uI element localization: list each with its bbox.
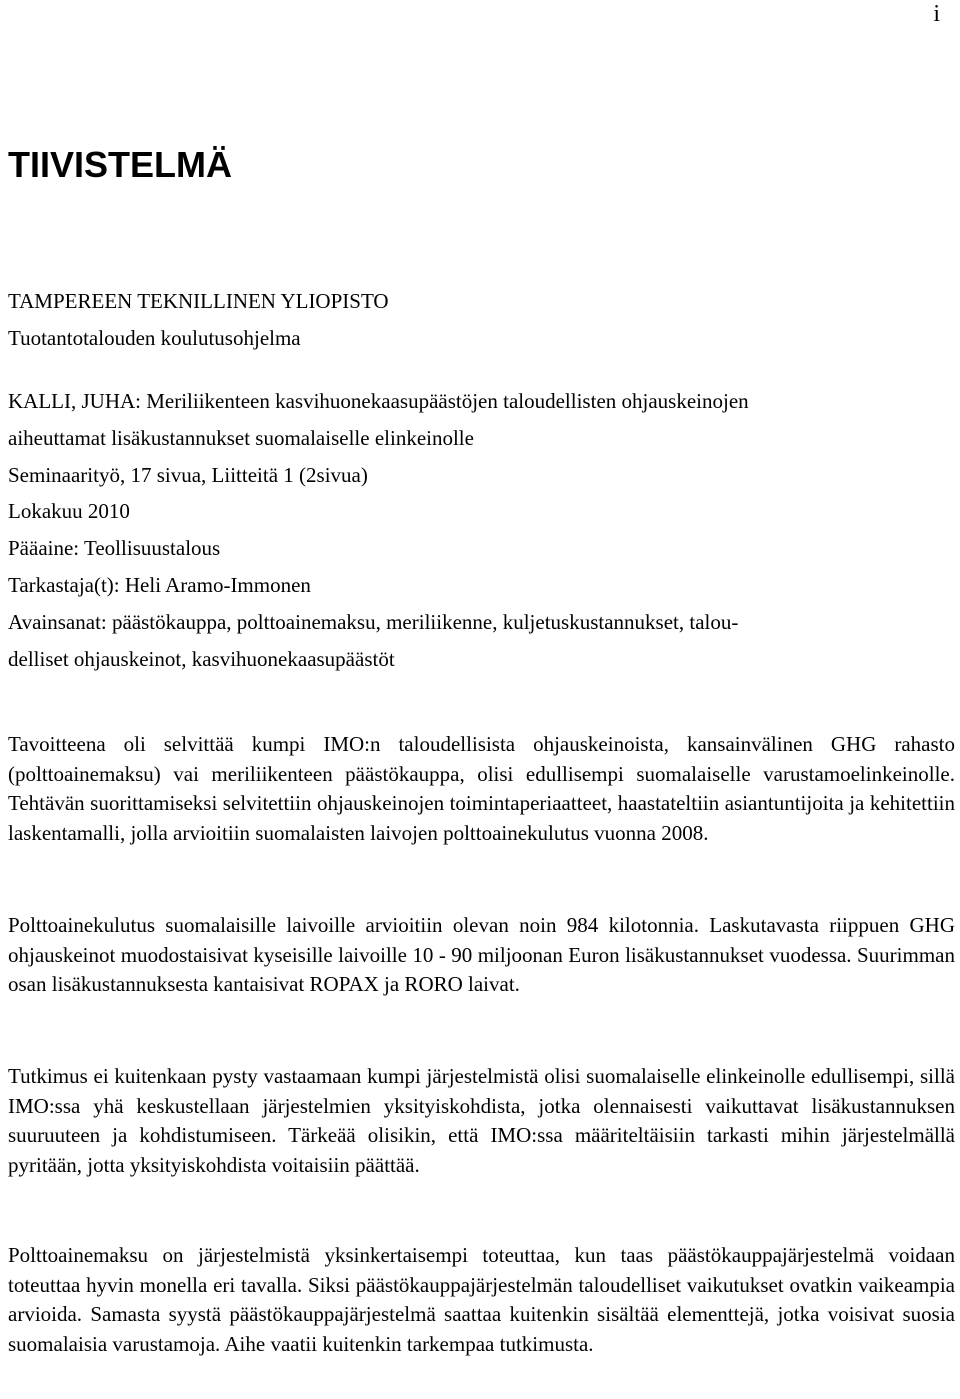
abstract-paragraph: Tavoitteena oli selvittää kumpi IMO:n taloudellisista ohjauskeinoista, kansainvälinen GHG rahasto (polttoainemaksu) vai meriliikenteen päästökauppa, olisi edullisempi suomalaiselle varustamoelinkeinolle. Tehtävän suorittamiseksi selvitettiin ohjauskeinojen toimintaperiaatteet, haastateltiin asiantuntijoita ja kehitettiin laskentamalli, jolla arvioitiin suomalaisten laivojen polttoainekulutus vuonna 2008. xyxy=(8,732,955,845)
major-subject: Pääaine: Teollisuustalous xyxy=(8,536,221,561)
degree-programme: Tuotantotalouden koulutusohjelma xyxy=(8,325,301,350)
author-title-line-1: KALLI, JUHA: Meriliikenteen kasvihuonekaasupäästöjen taloudellisten ohjauskeinojen xyxy=(8,389,749,413)
abstract-paragraph: Polttoainemaksu on järjestelmistä yksinkertaisempi toteuttaa, kun taas päästökauppajärjestelmä voidaan toteuttaa hyvin monella eri tavalla. Siksi päästökauppajärjestelmän taloudelliset vaikutukset ovatkin vaikeampia arvioida. Samasta syystä päästökauppajärjestelmä saattaa kuitenkin sisältää elementtejä, jotka voisivat suosia suomalaisia varustamoja. Aihe vaatii kuitenkin tarkempaa tutkimusta. xyxy=(8,1243,955,1356)
page-title: TIIVISTELMÄ xyxy=(8,144,232,185)
author-title-line-2: aiheuttamat lisäkustannukset suomalaiselle elinkeinolle xyxy=(8,425,474,450)
abstract-paragraph: Tutkimus ei kuitenkaan pysty vastaamaan kumpi järjestelmistä olisi suomalaiselle elinkeinolle edullisempi, sillä IMO:ssa yhä keskustellaan järjestelmien yksityiskohdista, jotka olennaisesti vaikuttavat lisäkustannuksen suuruuteen ja kohdistumiseen. Tärkeää olisikin, että IMO:ssa määriteltäisiin tarkasti mihin järjestelmällä pyritään, jotta yksityiskohdista voitaisiin päättää. xyxy=(8,1064,955,1177)
institution-block xyxy=(8,283,952,357)
abstract-paragraph: Polttoainekulutus suomalaisille laivoille arvioitiin olevan noin 984 kilotonnia. Laskutavasta riippuen GHG ohjauskeinot muodostaisivat kyseisille laivoille 10 - 90 miljoonan Euron lisäkustannukset vuodessa. Suurimman osan lisäkustannuksesta kantaisivat ROPAX ja RORO laivat. xyxy=(8,913,955,996)
examiner: Tarkastaja(t): Heli Aramo-Immonen xyxy=(8,572,311,597)
university-name: TAMPEREEN TEKNILLINEN YLIOPISTO xyxy=(8,289,389,313)
page-number: i xyxy=(933,1,940,27)
date: Lokakuu 2010 xyxy=(8,499,130,524)
keywords-line-2: delliset ohjauskeinot, kasvihuonekaasupäästöt xyxy=(8,646,395,671)
keywords-line-1: Avainsanat: päästökauppa, polttoainemaksu, meriliikenne, kuljetuskustannukset, talou- xyxy=(8,609,739,634)
thesis-info-block xyxy=(8,383,952,677)
page-count: Seminaarityö, 17 sivua, Liitteitä 1 (2sivua) xyxy=(8,462,368,487)
